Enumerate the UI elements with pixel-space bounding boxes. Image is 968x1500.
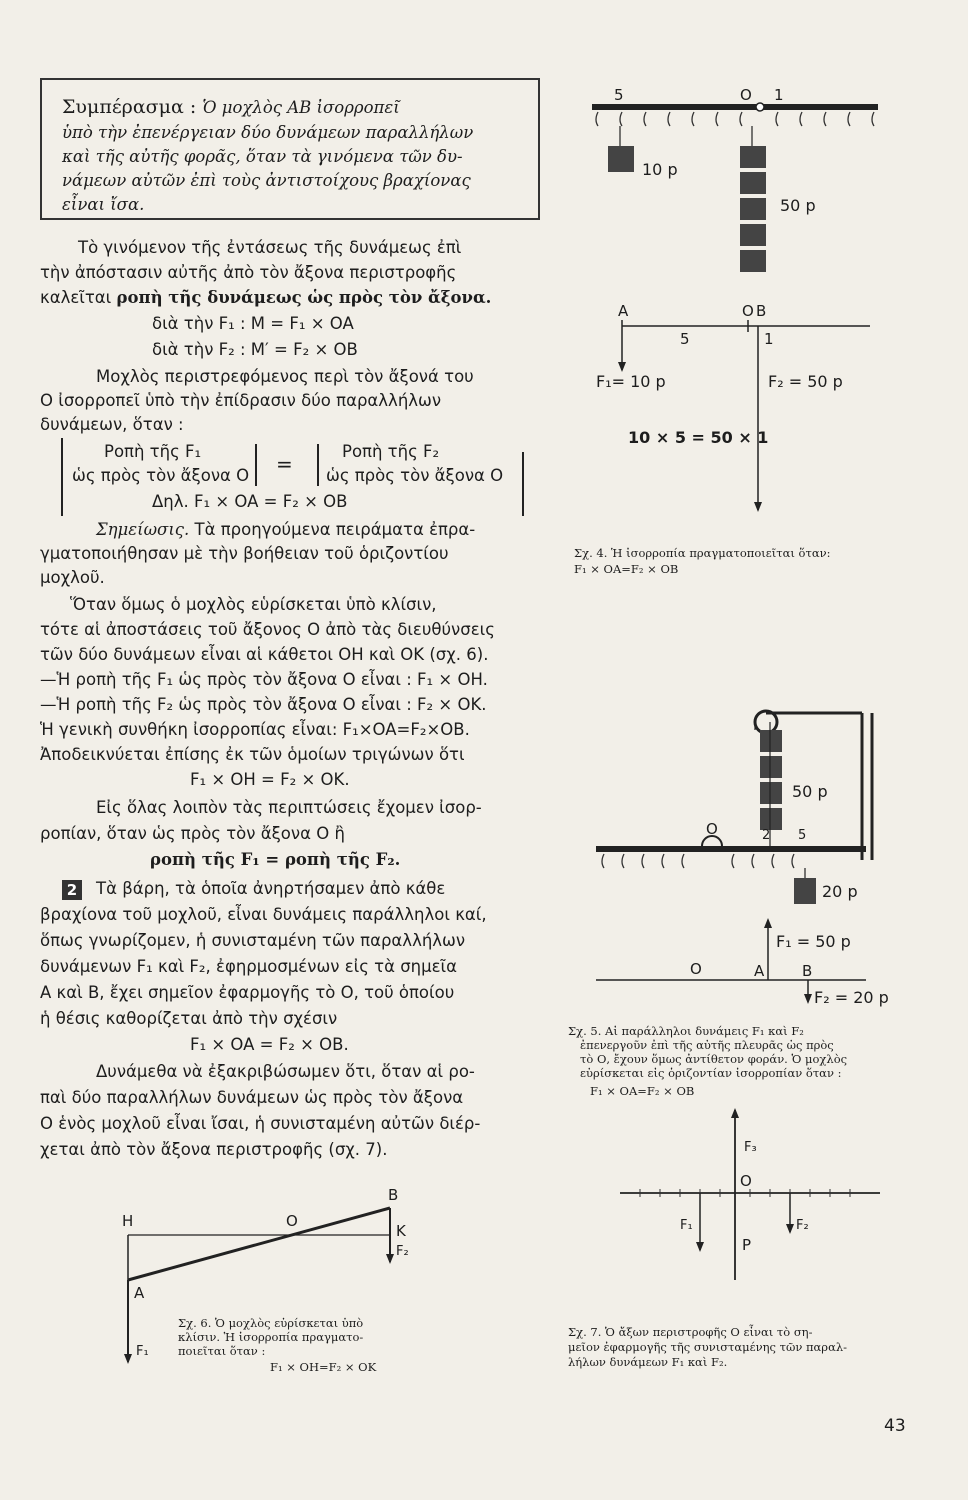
conclusion-label: Συμπέρασμα : [62,96,197,118]
fig6-label-B: B [388,1186,399,1204]
fig5-weight-50p: 50 p [792,782,828,801]
section-number-badge: 2 [62,880,82,900]
fig5-label-A: A [754,962,765,980]
paragraph-line: τὴν ἀπόστασιν αὐτῆς ἀπὸ τὸν ἄξονα περιστροφῆς [40,263,457,282]
moment-formula: διὰ τὴν F₁ : M = F₁ × OA [152,314,354,333]
fig4-arm-1: 1 [764,330,774,348]
condition-equals: = [276,452,293,476]
condition-result: Δηλ. F₁ × OA = F₂ × OB [152,492,348,511]
paragraph-line: τῶν δύο δυνάμεων εἶναι αἱ κάθετοι ΟΗ καὶ ΟΚ (σχ. 6). [40,645,489,664]
conclusion-line: καὶ τῆς αὐτῆς φορᾶς, ὅταν τὰ γινόμενα τῶν δυ- [62,147,463,166]
paragraph-line: Ὅταν ὅμως ὁ μοχλὸς εὑρίσκεται ὑπὸ κλίσιν, [70,595,437,614]
paragraph-line: Α καὶ Β, ἔχει σημεῖον ἐφαρμογῆς τὸ Ο, τοῦ ὁποίου [40,983,455,1002]
note-label: Σημείωσις. [96,520,190,539]
fig4-caption: F₁ × OA=F₂ × OB [574,562,679,576]
paragraph-line: F₁ × OH = F₂ × OK. [190,770,350,789]
fig5-F1: F₁ = 50 p [776,932,851,951]
paragraph-line: Ἀποδεικνύεται ἐπίσης ἐκ τῶν ὁμοίων τριγώνων ὅτι [40,745,465,764]
paragraph-line: Εἰς ὅλας λοιπὸν τὰς περιπτώσεις ἔχομεν ἰσορ- [96,798,482,817]
fig6-caption: F₁ × OH=F₂ × OK [270,1360,377,1374]
fig5-label-O2: O [690,960,702,978]
fig6-label-F2: F₂ [396,1244,409,1259]
fig6-label-K: K [396,1222,406,1240]
paragraph-line: καλεῖται [40,288,112,307]
fig5-caption: ἐπενεργοῦν ἐπὶ τῆς αὐτῆς πλευρᾶς ὡς πρὸς [580,1038,834,1052]
moment-equality-bold: ροπὴ τῆς F₁ = ροπὴ τῆς F₂. [150,850,401,869]
fig7-caption: μεῖον ἐφαρμογῆς τῆς συνισταμένης τῶν παραλ- [568,1340,848,1354]
fig5-label-O: O [706,820,718,838]
fig4-top-O: O [740,86,752,104]
fig4-label-A: A [618,302,629,320]
fig4-label-O: O [742,302,754,320]
moment-formula: διὰ τὴν F₂ : M′ = F₂ × OB [152,340,358,359]
condition-right: ὡς πρὸς τὸν ἄξονα Ο [326,466,504,485]
fig7-label-F3: F₃ [744,1140,757,1155]
fig6-label-H: H [122,1212,134,1230]
fig5-caption: F₁ × OA=F₂ × OB [590,1084,695,1098]
paragraph-line: ροπίαν, ὅταν ὡς πρὸς τὸν ἄξονα Ο ἢ [40,824,345,843]
paragraph-line: μοχλοῦ. [40,568,105,587]
fig7-label-O: O [740,1172,752,1190]
fig7-label-F1: F₁ [680,1218,693,1233]
definition-bold: ροπὴ τῆς δυνάμεως ὡς πρὸς τὸν ἄξονα. [116,288,492,307]
conclusion-line: ὑπὸ τὴν ἐπενέργειαν δύο δυνάμεων παραλλήλων [62,123,474,142]
paragraph-line: γματοποιήθησαν μὲ τὴν βοήθειαν τοῦ ὁριζοντίου [40,544,449,563]
fig6-label-O: O [286,1212,298,1230]
fig4-F1: F₁= 10 p [596,372,666,391]
fig5-caption: τὸ Ο, ἔχουν ὅμως ἀντίθετον φοράν. Ὁ μοχλὸς [580,1052,848,1066]
fig4-equation: 10 × 5 = 50 × 1 [628,428,769,447]
fig5-caption: εὑρίσκεται εἰς ὁριζοντίαν ἰσορροπίαν ὅταν : [580,1066,842,1080]
fig4-top-1: 1 [774,86,784,104]
paragraph-line: Τὸ γινόμενον τῆς ἐντάσεως τῆς δυνάμεως ἐπὶ [78,238,462,257]
paragraph-line: ὅπως γνωρίζομεν, ἡ συνισταμένη τῶν παραλλήλων [40,931,466,950]
paragraph-line: Ο ἑνὸς μοχλοῦ εἶναι ἴσαι, ἡ συνισταμένη αὐτῶν διέρ- [40,1114,481,1133]
fig7-label-F2: F₂ [796,1218,809,1233]
fig5-F2: F₂ = 20 p [814,988,889,1007]
page-number: 43 [884,1416,906,1436]
paragraph-line: παὶ δύο παραλλήλων δυνάμεων ὡς πρὸς τὸν ἄξονα [40,1088,464,1107]
fig7-caption: Σχ. 7. Ὁ ἄξων περιστροφῆς Ο εἶναι τὸ ση- [568,1325,813,1339]
fig6-caption: Σχ. 6. Ὁ μοχλὸς εὑρίσκεται ὑπὸ [178,1316,364,1330]
paragraph-line: δυνάμεων, ὅταν : [40,415,184,434]
fig6-label-F1: F₁ [136,1344,149,1359]
paragraph-line: Τὰ βάρη, τὰ ὁποῖα ἀνηρτήσαμεν ἀπὸ κάθε [96,879,446,898]
paragraph-line: βραχίονα τοῦ μοχλοῦ, εἶναι δυνάμεις παράλληλοι καί, [40,905,487,924]
fig6-label-A: A [134,1284,145,1302]
fig5-label-5: 5 [798,828,807,843]
fig4-top-5: 5 [614,86,624,104]
fig5-label-2: 2 [762,828,771,843]
fig4-caption: Σχ. 4. Ἡ ἰσορροπία πραγματοποιεῖται ὅταν: [574,546,831,560]
paragraph-line: χεται ἀπὸ τὸν ἄξονα περιστροφῆς (σχ. 7). [40,1140,388,1159]
paragraph-line: Τὰ προηγούμενα πειράματα ἐπρα- [194,520,476,539]
fig5-weight-20p: 20 p [822,882,858,901]
fig5-caption: Σχ. 5. Αἱ παράλληλοι δυνάμεις F₁ καὶ F₂ [568,1024,804,1038]
condition-left: ὡς πρὸς τὸν ἄξονα Ο [72,466,250,485]
fig4-F2: F₂ = 50 p [768,372,843,391]
fig7-caption: λήλων δυνάμεων F₁ καὶ F₂. [568,1355,728,1369]
paragraph-line: Ο ἰσορροπεῖ ὑπὸ τὴν ἐπίδρασιν δύο παραλλήλων [40,391,442,410]
condition-left: Ροπὴ τῆς F₁ [104,442,202,461]
fig7-label-P: P [742,1236,752,1254]
fig4-weight-50p: 50 p [780,196,816,215]
fig4-arm-5: 5 [680,330,690,348]
paragraph-line: ἡ θέσις καθορίζεται ἀπὸ τὴν σχέσιν [40,1009,338,1028]
fig6-caption: κλίσιν. Ἡ ἰσορροπία πραγματο- [178,1330,364,1344]
paragraph-line: —Ἡ ροπὴ τῆς F₁ ὡς πρὸς τὸν ἄξονα Ο εἶναι : F₁ × OH. [40,670,488,689]
paragraph-line: δυνάμενων F₁ καὶ F₂, ἐφηρμοσμένων εἰς τὰ σημεῖα [40,957,457,976]
conclusion-line: νάμεων αὐτῶν ἐπὶ τοὺς ἀντιστοίχους βραχίονας [62,171,471,190]
paragraph-line: Μοχλὸς περιστρεφόμενος περὶ τὸν ἄξονά του [96,367,474,386]
fig5-label-B: B [802,962,813,980]
conclusion-line: εἶναι ἴσα. [62,195,145,214]
fig4-label-B: B [756,302,767,320]
paragraph-line: F₁ × OA = F₂ × OB. [190,1035,349,1054]
fig4-weight-10p: 10 p [642,160,678,179]
conclusion-line: Ὁ μοχλὸς ΑΒ ἰσορροπεῖ [202,98,400,117]
paragraph-line: τότε αἱ ἀποστάσεις τοῦ ἄξονος Ο ἀπὸ τὰς διευθύνσεις [40,620,495,639]
condition-right: Ροπὴ τῆς F₂ [342,442,440,461]
paragraph-line: Δυνάμεθα νὰ ἐξακριβώσωμεν ὅτι, ὅταν αἱ ρο- [96,1062,475,1081]
fig6-caption: ποιεῖται ὅταν : [178,1344,266,1358]
paragraph-line: —Ἡ ροπὴ τῆς F₂ ὡς πρὸς τὸν ἄξονα Ο εἶναι : F₂ × OK. [40,695,487,714]
paragraph-line: Ἡ γενικὴ συνθήκη ἰσορροπίας εἶναι: F₁×OA=F₂×OB. [40,720,470,739]
